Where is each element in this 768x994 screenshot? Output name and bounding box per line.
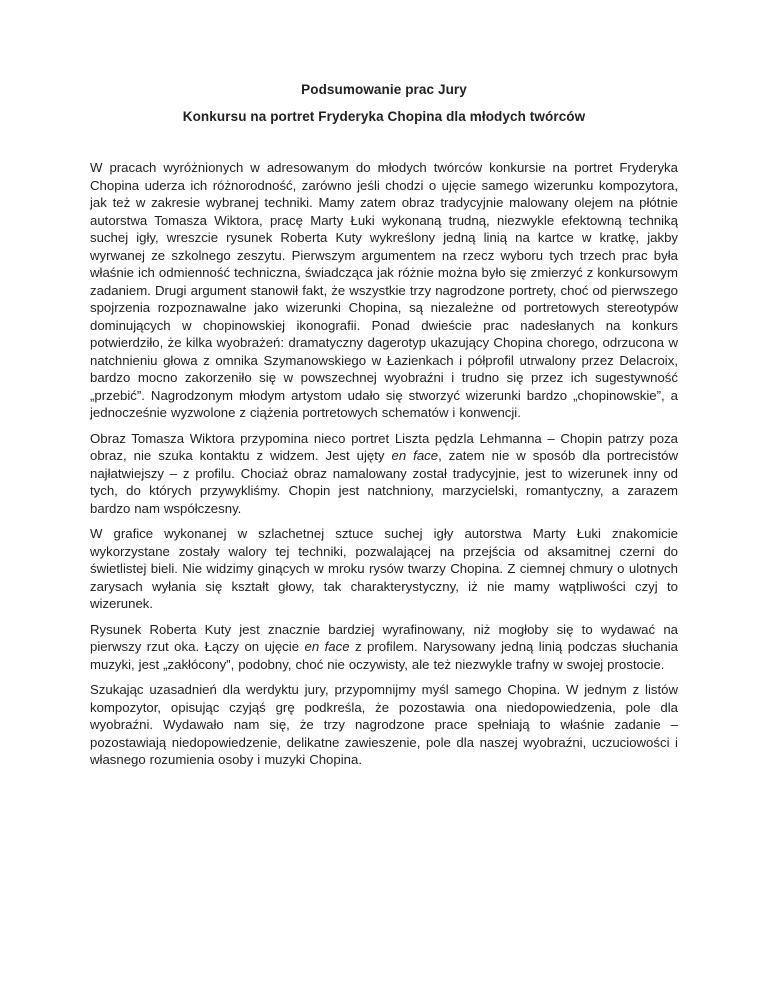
text-run: , zatem nie w sposób dla portrecistów najłatwiejszy – z profilu. Chociaż obraz namalowany został tradycyjnie, jest to wizerunek inny od tych, do których przywykliśmy. Chopin jest natchniony, marzycielski, romantyczny, a zarazem bardzo nam współczesny. (90, 448, 678, 516)
text-run: Szukając uzasadnień dla werdyktu jury, przypomnijmy myśl samego Chopina. W jednym z listów kompozytor, opisując czyjąś grę podkreśla, że pozostawia ona niedopowiedzenia, pole dla wyobraźni. Wydawało nam się, że trzy nagrodzone prace spełniają to właśnie zadanie – pozostawiają niedopowiedzenie, delikatne zawieszenie, pole dla naszej wyobraźni, uczuciowości i własnego rozumienia osoby i muzyki Chopina. (90, 682, 678, 767)
text-run: W pracach wyróżnionych w adresowanym do młodych twórców konkursie na portret Fryderyka Chopina uderza ich różnorodność, zarówno jeśli chodzi o ujęcie samego wizerunku kompozytora, jak też w zakresie wybranej techniki. Mamy zatem obraz tradycyjnie malowany olejem na płótnie autorstwa Tomasza Wiktora, pracę Marty Łuki wykonaną trudną, niezwykle efektowną techniką suchej igły, wreszcie rysunek Roberta Kuty wykreślony jedną linią na kartce w kratkę, jakby wyrwanej ze szkolnego zeszytu. Pierwszym argumentem na rzecz wyboru tych trzech prac była właśnie ich odmienność techniczna, świadcząca jak różnie można było się zmierzyć z konkursowym zadaniem. Drugi argument stanowił fakt, że wszystkie trzy nagrodzone portrety, choć od pierwszego spojrzenia rozpoznawalne jako wizerunki Chopina, są niezależne od portretowych stereotypów dominujących w chopinowskiej ikonografii. Ponad dwieście prac nadesłanych na konkurs potwierdziło, że kilka wyobrażeń: dramatyczny dagerotyp ukazujący Chopina chorego, odrzucona w natchnieniu głowa z omnika Szymanowskiego w Łazienkach i półprofil utrwalony przez Delacroix, bardzo mocno zakorzeniło się w powszechnej wyobraźni i trudno się przez ich sugestywność „przebić”. Nagrodzonym młodym artystom udało się stworzyć wizerunki bardzo „chopinowskie”, a jednocześnie wyzwolone z ciążenia portretowych schematów i konwencji. (90, 160, 678, 420)
italic-text-run: en face (391, 448, 439, 463)
paragraph-5 (90, 681, 678, 769)
document-subtitle: Konkursu na portret Fryderyka Chopina dla młodych twórców (182, 109, 586, 124)
text-run: W grafice wykonanej w szlachetnej sztuce suchej igły autorstwa Marty Łuki znakomicie wykorzystane zostały walory tej techniki, pozwalającej na przejścia od aksamitnej czerni do świetlistej bieli. Nie widzimy ginących w mroku rysów twarzy Chopina. Z ciemnej chmury o ulotnych zarysach wyłania się kształt głowy, tak charakterystyczny, iż nie mamy wątpliwości czyj to wizerunek. (90, 526, 678, 611)
paragraph-4 (90, 621, 678, 674)
paragraph-2 (90, 430, 678, 518)
paragraph-3 (90, 525, 678, 613)
text-run: Obraz Tomasza Wiktora przypomina nieco portret Liszta pędzla Lehmanna – Chopin patrzy poza obraz, nie szuka kontaktu z widzem. Jest ujęty (90, 430, 678, 463)
document-title: Podsumowanie prac Jury (301, 82, 467, 97)
text-run: z profilem. Narysowany jedną linią podczas słuchania muzyki, jest „zakłócony”, podobny, choć nie oczywisty, ale też niezwykle trafny w swojej prostocie. (90, 639, 679, 672)
paragraph-1 (90, 159, 678, 422)
text-run: Rysunek Roberta Kuty jest znacznie bardziej wyrafinowany, niż mogłoby się to wydawać na pierwszy rzut oka. Łączy on ujęcie (90, 621, 678, 654)
document-body (90, 159, 678, 769)
italic-text-run: en face (304, 639, 350, 654)
